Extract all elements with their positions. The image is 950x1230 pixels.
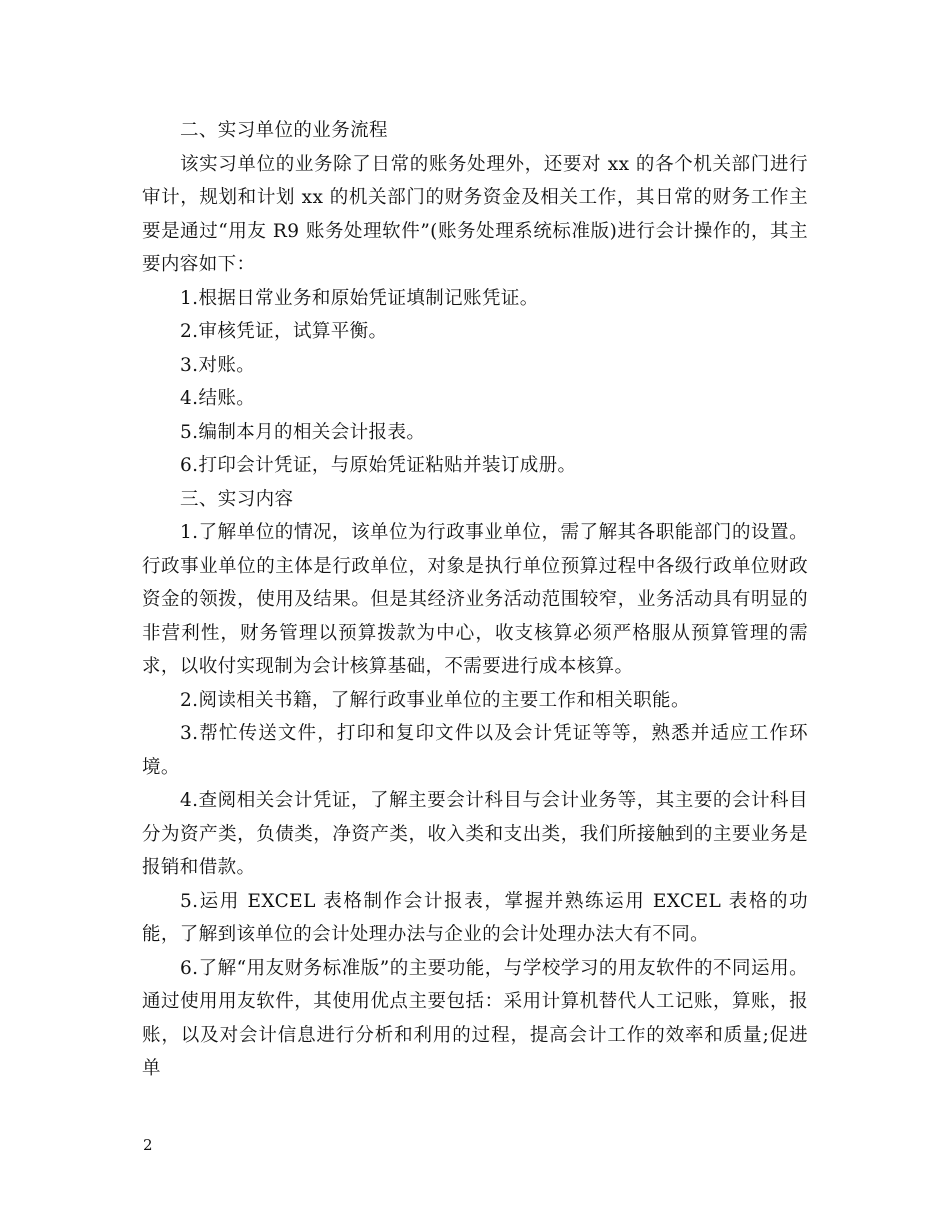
list-item-5: 5.编制本月的相关会计报表。 [180,421,426,443]
section-heading-internship-content: 三、实习内容 [180,488,294,510]
content-item-1: 1.了解单位的情况，该单位为行政事业单位，需了解其各职能部门的设置。行政事业单位的主体是行政单位，对象是执行单位预算过程中各级行政单位财政资金的领拨，使用及结果。但是其经济业务活动范围较窄，业务活动具有明显的非营利性，财务管理以预算拨款为中心，收支核算必须严格服从预算管理的需求，以收付实现制为会计核算基础，不需要进行成本核算。 [142,522,808,677]
content-item-2: 2.阅读相关书籍，了解行政事业单位的主要工作和相关职能。 [180,689,690,711]
list-item-6: 6.打印会计凭证，与原始凭证粘贴并装订成册。 [180,455,577,476]
content-item-4: 4.查阅相关会计凭证，了解主要会计科目与会计业务等，其主要的会计科目分为资产类，负债类，净资产类，收入类和支出类，我们所接触到的主要业务是报销和借款。 [142,790,808,878]
list-item-4: 4.结账。 [180,388,256,409]
content-item-5: 5.运用 EXCEL 表格制作会计报表，掌握并熟练运用 EXCEL 表格的功能，了解到该单位的会计处理办法与企业的会计处理办法大有不同。 [142,890,808,945]
content-item-3: 3.帮忙传送文件，打印和复印文件以及会计凭证等等，熟悉并适应工作环境。 [142,723,808,778]
list-item-3: 3.对账。 [180,354,256,376]
content-item-6: 6.了解“用友财务标准版”的主要功能，与学校学习的用友软件的不同运用。通过使用用友软件，其使用优点主要包括：采用计算机替代人工记账，算账，报账，以及对会计信息进行分析和利用的过程，提高会计工作的效率和质量;促进单 [142,957,808,1079]
paragraph-business-overview: 该实习单位的业务除了日常的账务处理外，还要对 xx 的各个机关部门进行审计，规划和计划 xx 的机关部门的财务资金及相关工作，其日常的财务工作主要是通过“用友 R9 账务处理软件”(账务处理系统标准版)进行会计操作的，其主要内容如下： [142,153,808,275]
list-item-1: 1.根据日常业务和原始凭证填制记账凭证。 [180,287,539,309]
page-number: 2 [143,1136,153,1154]
section-heading-business-process: 二、实习单位的业务流程 [180,120,388,141]
list-item-2: 2.审核凭证，试算平衡。 [180,321,388,342]
document-body [142,114,808,1086]
